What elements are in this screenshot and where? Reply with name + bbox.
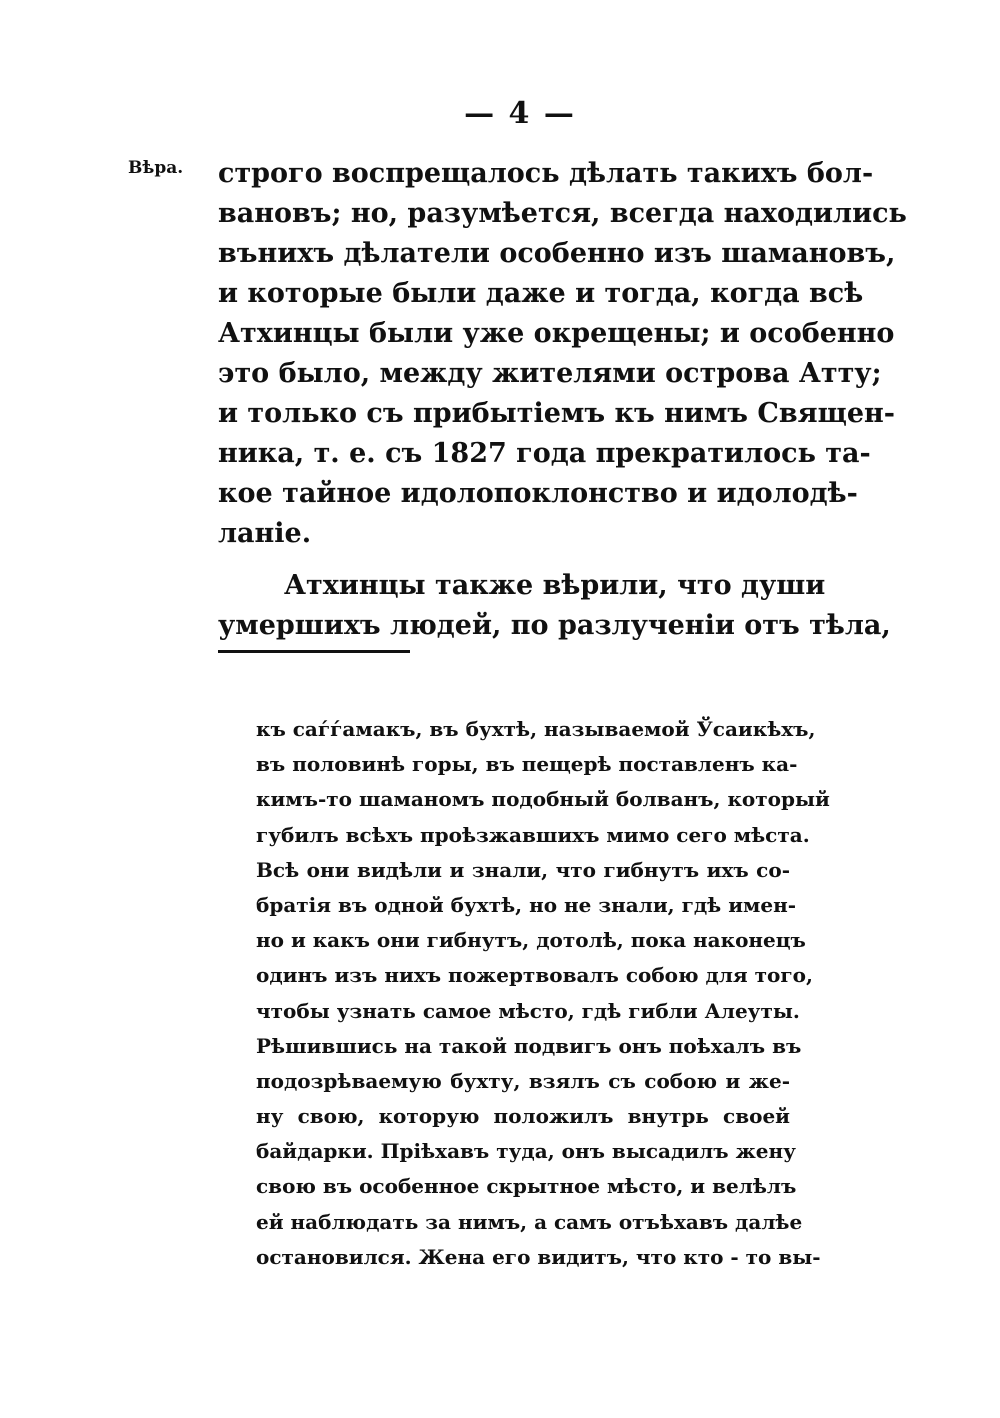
text-line: Атхинцы также вѣрили, что души bbox=[284, 570, 826, 601]
footnote-line: въ половинѣ горы, въ пещерѣ поставленъ ка- bbox=[256, 752, 798, 777]
text-line: и только съ прибытіемъ къ нимъ Священ- bbox=[218, 398, 895, 429]
text-line: Атхинцы были уже окрещены; и особенно bbox=[218, 318, 895, 349]
footnote-line: ну свою, которую положилъ внутрь своей bbox=[256, 1104, 790, 1129]
footnote-line: чтобы узнать самое мѣсто, гдѣ гибли Алеуты. bbox=[256, 998, 800, 1023]
text-line: это было, между жителями острова Атту; bbox=[218, 358, 882, 389]
text-line: ника, т. е. съ 1827 года прекратилось та- bbox=[218, 438, 871, 469]
footnote-line: подозрѣваемую бухту, взялъ съ собою и же- bbox=[256, 1068, 790, 1093]
page-number: — 4 — bbox=[464, 96, 576, 131]
text-line: кое тайное идолопоклонство и идолодѣ- bbox=[218, 478, 858, 509]
text-line: и которые были даже и тогда, когда всѣ bbox=[218, 278, 864, 309]
text-line: вановъ; но, разумѣется, всегда находились bbox=[218, 198, 907, 229]
footnote-rule bbox=[218, 650, 410, 653]
margin-note: Вѣра. bbox=[128, 158, 184, 178]
text-line: ланіе. bbox=[218, 518, 312, 549]
footnote-line: къ саѓѓамакъ, въ бухтѣ, называемой Ўсаикѣхъ, bbox=[256, 717, 816, 741]
footnote-line: губилъ всѣхъ проѣзжавшихъ мимо сего мѣста. bbox=[256, 822, 810, 847]
footnote-line: свою въ особенное скрытное мѣсто, и велѣлъ bbox=[256, 1174, 797, 1199]
footnote bbox=[256, 712, 830, 1275]
footnote-line: кимъ-то шаманомъ подобный болванъ, который bbox=[256, 787, 830, 812]
footnote-line: байдарки. Пріѣхавъ туда, онъ высадилъ жену bbox=[256, 1139, 796, 1164]
text-line: строго воспрещалось дѣлать такихъ бол- bbox=[218, 158, 874, 189]
footnote-line: одинъ изъ нихъ пожертвовалъ собою для того, bbox=[256, 963, 813, 988]
footnote-line: остановился. Жена его видитъ, что кто - то вы- bbox=[256, 1244, 821, 1269]
paragraph-gap bbox=[218, 554, 808, 566]
footnote-line: братія въ одной бухтѣ, но не знали, гдѣ имен- bbox=[256, 892, 797, 917]
text-line: умершихъ людей, по разлученіи отъ тѣла, bbox=[218, 610, 891, 641]
footnote-line: Всѣ они видѣли и знали, что гибнутъ ихъ со- bbox=[256, 857, 790, 882]
footnote-line: но и какъ они гибнутъ, дотолѣ, пока наконецъ bbox=[256, 928, 806, 953]
text-line: вънихъ дѣлатели особенно изъ шамановъ, bbox=[218, 238, 896, 269]
footnote-line: ей наблюдать за нимъ, а самъ отъѣхавъ далѣе bbox=[256, 1209, 803, 1234]
footnote-line: Рѣшившись на такой подвигъ онъ поѣхалъ въ bbox=[256, 1033, 802, 1058]
main-text bbox=[218, 154, 907, 646]
